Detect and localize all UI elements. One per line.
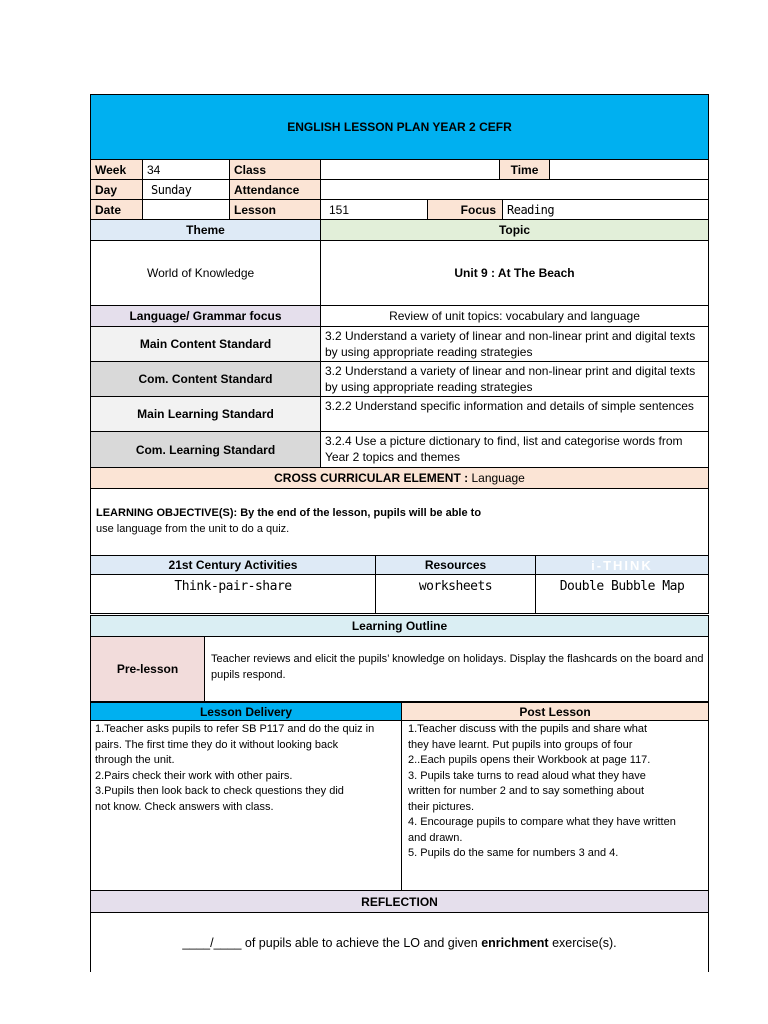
post-lesson-header: Post Lesson: [401, 702, 709, 721]
post-line: 5. Pupils do the same for numbers 3 and 4.: [408, 847, 619, 859]
day-label: Day: [90, 179, 143, 200]
reflection-suffix: exercise(s).: [552, 935, 617, 950]
reflection-prefix: ____/____ of pupils able to achieve the LO and given: [182, 935, 478, 950]
delivery-line: through the unit.: [95, 754, 175, 766]
delivery-line: pairs. The first time they do it without looking back: [95, 738, 339, 751]
com-learning-standard-label: Com. Learning Standard: [90, 431, 321, 468]
lesson-delivery-header: Lesson Delivery: [90, 702, 402, 721]
focus-value: Reading: [502, 199, 709, 220]
com-content-standard-value: 3.2 Understand a variety of linear and non-linear print and digital texts by using appropriate reading strategies: [320, 361, 709, 397]
post-line: 4. Encourage pupils to compare what they have written: [408, 816, 676, 828]
attendance-label: Attendance: [229, 179, 321, 200]
learning-outline-header: Learning Outline: [90, 615, 709, 637]
main-learning-standard-value: 3.2.2 Understand specific information and details of simple sentences: [320, 396, 709, 432]
post-line: written for number 2 and to say something about: [408, 785, 645, 797]
class-value: [320, 159, 500, 180]
objective-value: use language from the unit to do a quiz.: [96, 523, 290, 535]
delivery-line: 3.Pupils then look back to check questions they did: [95, 785, 344, 797]
reflection-header: REFLECTION: [90, 890, 709, 913]
grammar-value: Review of unit topics: vocabulary and language: [320, 305, 709, 327]
title-banner: [90, 94, 709, 160]
pre-lesson-value: Teacher reviews and elicit the pupils’ knowledge on holidays. Display the flashcards on the board and pupils respond.: [204, 636, 709, 702]
ithink-logo: i-THINK: [591, 557, 653, 573]
post-line: 1.Teacher discuss with the pupils and share what: [408, 723, 648, 735]
page-title: ENGLISH LESSON PLAN YEAR 2 CEFR: [287, 120, 512, 134]
grammar-label: Language/ Grammar focus: [90, 305, 321, 327]
topic-value: Unit 9 : At The Beach: [320, 240, 709, 306]
focus-label: Focus: [427, 199, 503, 220]
date-label: Date: [90, 199, 143, 220]
theme-value: World of Knowledge: [90, 240, 321, 306]
week-value: 34: [142, 159, 230, 180]
learning-objective: [90, 488, 709, 556]
delivery-line: 2.Pairs check their work with other pairs.: [95, 769, 293, 782]
ithink-value: Double Bubble Map: [535, 574, 709, 614]
delivery-line: not know. Check answers with class.: [95, 800, 274, 813]
time-label: Time: [499, 159, 550, 180]
post-lesson-body: [401, 720, 709, 891]
topic-header: Topic: [320, 219, 709, 241]
post-line: they have learnt. Put pupils into groups of four: [408, 738, 633, 751]
ithink-header: [535, 555, 709, 575]
pre-lesson-label: Pre-lesson: [90, 636, 205, 702]
century-activities-value: Think-pair-share: [90, 574, 376, 614]
post-line: and drawn.: [408, 831, 463, 844]
resources-header: Resources: [375, 555, 536, 575]
post-line: 2..Each pupils opens their Workbook at page 117.: [408, 754, 651, 766]
reflection-bold: enrichment: [481, 935, 549, 950]
reflection-body: [90, 912, 709, 972]
lesson-delivery-body: [90, 720, 402, 891]
attendance-value: [320, 179, 709, 200]
resources-value: worksheets: [375, 574, 536, 614]
theme-header: Theme: [90, 219, 321, 241]
main-learning-standard-label: Main Learning Standard: [90, 396, 321, 432]
com-learning-standard-value: 3.2.4 Use a picture dictionary to find, list and categorise words from Year 2 topics and themes: [320, 431, 709, 468]
main-content-standard-label: Main Content Standard: [90, 326, 321, 362]
class-label: Class: [229, 159, 321, 180]
delivery-line: 1.Teacher asks pupils to refer SB P117 and do the quiz in: [95, 723, 375, 735]
main-content-standard-value: 3.2 Understand a variety of linear and non-linear print and digital texts by using appropriate reading strategies: [320, 326, 709, 362]
cross-curricular-row: [90, 467, 709, 489]
com-content-standard-label: Com. Content Standard: [90, 361, 321, 397]
week-label: Week: [90, 159, 143, 180]
century-activities-header: 21st Century Activities: [90, 555, 376, 575]
objective-label: LEARNING OBJECTIVE(S): By the end of the lesson, pupils will be able to: [96, 507, 482, 519]
post-line: their pictures.: [408, 800, 475, 813]
cross-curricular-value: Language: [471, 471, 525, 485]
lesson-value: 151: [320, 199, 428, 220]
day-value: Sunday: [142, 179, 230, 200]
cross-curricular-label: CROSS CURRICULAR ELEMENT :: [274, 471, 469, 485]
date-value: [142, 199, 230, 220]
lesson-label: Lesson: [229, 199, 321, 220]
time-value: [549, 159, 709, 180]
post-line: 3. Pupils take turns to read aloud what they have: [408, 769, 646, 782]
